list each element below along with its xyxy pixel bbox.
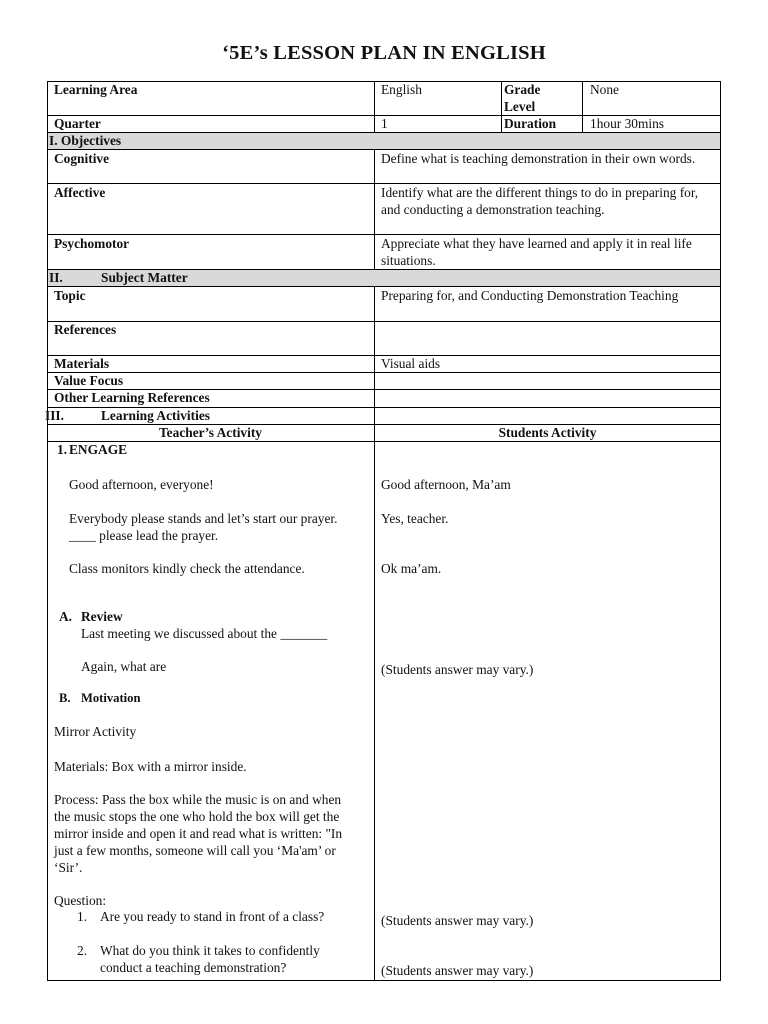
grade-level-value: None	[590, 82, 620, 97]
teacher-attendance: Class monitors kindly check the attendance.	[69, 561, 305, 576]
duration-label: Duration	[504, 116, 557, 131]
learning-activities-heading: Learning Activities	[101, 408, 210, 423]
mirror-activity-materials: Materials: Box with a mirror inside.	[54, 759, 247, 774]
student-question-1-answer: (Students answer may vary.)	[381, 913, 534, 928]
mirror-activity-process: Process: Pass the box while the music is on and when the music stops the one who hold the box will get the mirror inside and open it and read what is written: "In just a few months, someone will call you ‘Ma'am’ or ‘Sir’.	[54, 792, 343, 875]
question-2-number: 2.	[77, 943, 88, 958]
teacher-activity-header: Teacher’s Activity	[158, 425, 262, 440]
motivation-heading: Motivation	[81, 691, 141, 705]
teacher-review-line-2: Again, what are	[81, 659, 167, 674]
question-1-text: Are you ready to stand in front of a class?	[100, 909, 325, 924]
learning-area-label: Learning Area	[54, 82, 138, 97]
engage-number: 1.	[57, 442, 68, 457]
student-review-answer: (Students answer may vary.)	[381, 662, 534, 677]
student-activity-header: Students Activity	[498, 425, 597, 440]
objectives-row-shade	[47, 132, 721, 149]
teacher-greeting: Good afternoon, everyone!	[69, 477, 214, 492]
objectives-heading: I. Objectives	[49, 133, 122, 148]
duration-value: 1hour 30mins	[590, 116, 665, 131]
student-prayer: Yes, teacher.	[381, 511, 449, 526]
lesson-plan-table	[47, 81, 721, 981]
subject-matter-heading: Subject Matter	[101, 270, 188, 285]
mirror-activity-title: Mirror Activity	[54, 724, 137, 739]
cognitive-label: Cognitive	[54, 151, 110, 166]
affective-value: Identify what are the different things to do in preparing for, and conducting a demonstration teaching.	[381, 185, 699, 217]
learning-area-value: English	[381, 82, 422, 97]
cognitive-value: Define what is teaching demonstration in their own words.	[381, 151, 696, 166]
topic-label: Topic	[54, 288, 86, 303]
value-focus-label: Value Focus	[54, 373, 124, 388]
affective-label: Affective	[54, 185, 106, 200]
review-letter: A.	[59, 609, 73, 624]
motivation-letter: B.	[59, 691, 71, 705]
materials-label: Materials	[54, 356, 110, 371]
question-1-number: 1.	[77, 909, 88, 924]
materials-value: Visual aids	[381, 356, 441, 371]
engage-heading: ENGAGE	[69, 442, 128, 457]
teacher-review-line-1: Last meeting we discussed about the _______	[81, 626, 328, 641]
other-references-label: Other Learning References	[54, 390, 210, 405]
review-heading: Review	[81, 609, 123, 624]
student-greeting: Good afternoon, Ma’am	[381, 477, 511, 492]
learning-activities-number: III.	[45, 408, 64, 423]
student-question-2-answer: (Students answer may vary.)	[381, 963, 534, 978]
references-label: References	[54, 322, 117, 337]
psychomotor-label: Psychomotor	[54, 236, 130, 251]
question-2-text: What do you think it takes to confidently conduct a teaching demonstration?	[100, 943, 320, 975]
question-label: Question:	[54, 893, 107, 908]
document-title: ‘5E’s LESSON PLAN IN ENGLISH	[222, 42, 546, 64]
grade-level-label: Grade Level	[504, 82, 541, 114]
quarter-value: 1	[381, 116, 388, 131]
teacher-prayer: Everybody please stands and let’s start our prayer. ____ please lead the prayer.	[69, 511, 338, 543]
psychomotor-value: Appreciate what they have learned and apply it in real life situations.	[381, 236, 692, 268]
subject-matter-number: II.	[49, 270, 63, 285]
student-attendance: Ok ma’am.	[381, 561, 442, 576]
topic-value: Preparing for, and Conducting Demonstration Teaching	[381, 288, 679, 303]
quarter-label: Quarter	[54, 116, 101, 131]
